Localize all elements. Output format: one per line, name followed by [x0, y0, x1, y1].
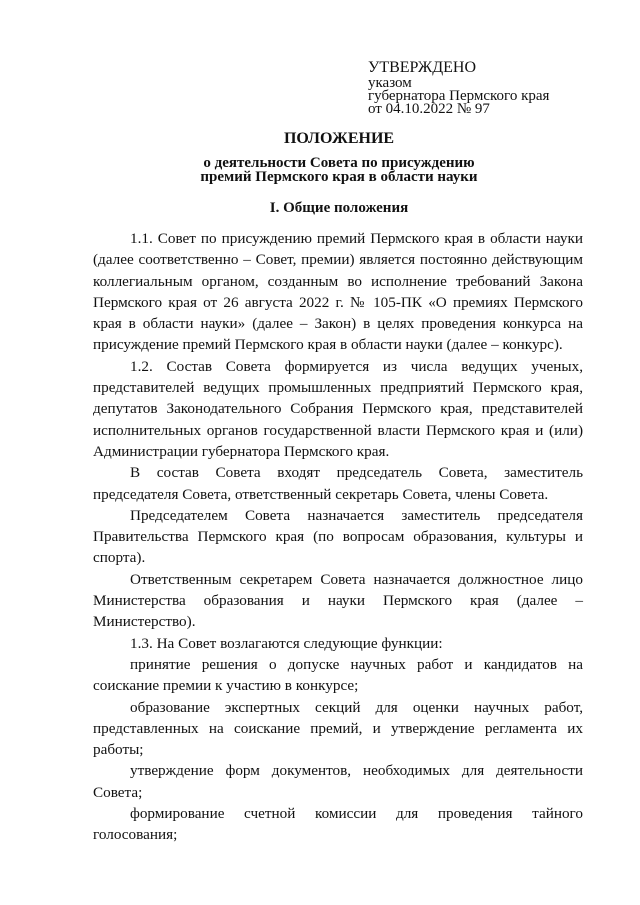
document-subtitle: о деятельности Совета по присуждению: [203, 155, 475, 171]
approval-title: УТВЕРЖДЕНО: [368, 59, 477, 76]
paragraph: 1.3. На Совет возлагаются следующие функции:: [130, 634, 443, 652]
paragraph: образование экспертных секций для оценки научных работ, представленных на соискание премий, и утверждение регламента их работы;: [93, 698, 583, 759]
approval-line: указом: [368, 75, 412, 91]
title-block: [90, 130, 588, 184]
section-title: I. Общие положения: [269, 200, 409, 216]
document-body: [93, 228, 583, 846]
paragraph: формирование счетной комиссии для проведения тайного голосования;: [93, 805, 583, 844]
paragraph: принятие решения о допуске научных работ и кандидатов на соискание премии к участию в конкурсе;: [93, 655, 583, 695]
paragraph: 1.2. Состав Совета формируется из числа ведущих ученых, представителей ведущих промышленных предприятий Пермского края, депутатов Законодательного Собрания Пермского края, представителей исполнительных органов государственной власти Пермского края и (или) Администрации губернатора Пермского края.: [93, 357, 583, 460]
paragraph: Ответственным секретарем Совета назначается должностное лицо Министерства образования и науки Пермского края (далее – Министерство).: [93, 570, 583, 631]
approval-line: губернатора Пермского края: [368, 88, 550, 104]
document-subtitle: премий Пермского края в области науки: [200, 169, 478, 185]
paragraph: утверждение форм документов, необходимых для деятельности Совета;: [93, 762, 583, 801]
paragraph: Председателем Совета назначается заместитель председателя Правительства Пермского края (по вопросам образования, культуры и спорта).: [93, 506, 583, 567]
document-title: ПОЛОЖЕНИЕ: [283, 130, 395, 147]
paragraph: 1.1. Совет по присуждению премий Пермского края в области науки (далее соответственно – Совет, премии) является постоянно действующим коллегиальным органом, созданным во исполнение требований Закона Пермского края от 26 августа 2022 г. № 105-ПК «О премиях Пермского края в области науки» (далее – Закон) в целях проведения конкурса на присуждение премий Пермского края в области науки (далее – конкурс).: [93, 230, 583, 354]
paragraph: В состав Совета входят председатель Совета, заместитель председателя Совета, ответственный секретарь Совета, члены Совета.: [93, 464, 583, 503]
approval-date-line: от 04.10.2022 № 97: [368, 101, 490, 117]
approval-stamp: [368, 60, 549, 116]
